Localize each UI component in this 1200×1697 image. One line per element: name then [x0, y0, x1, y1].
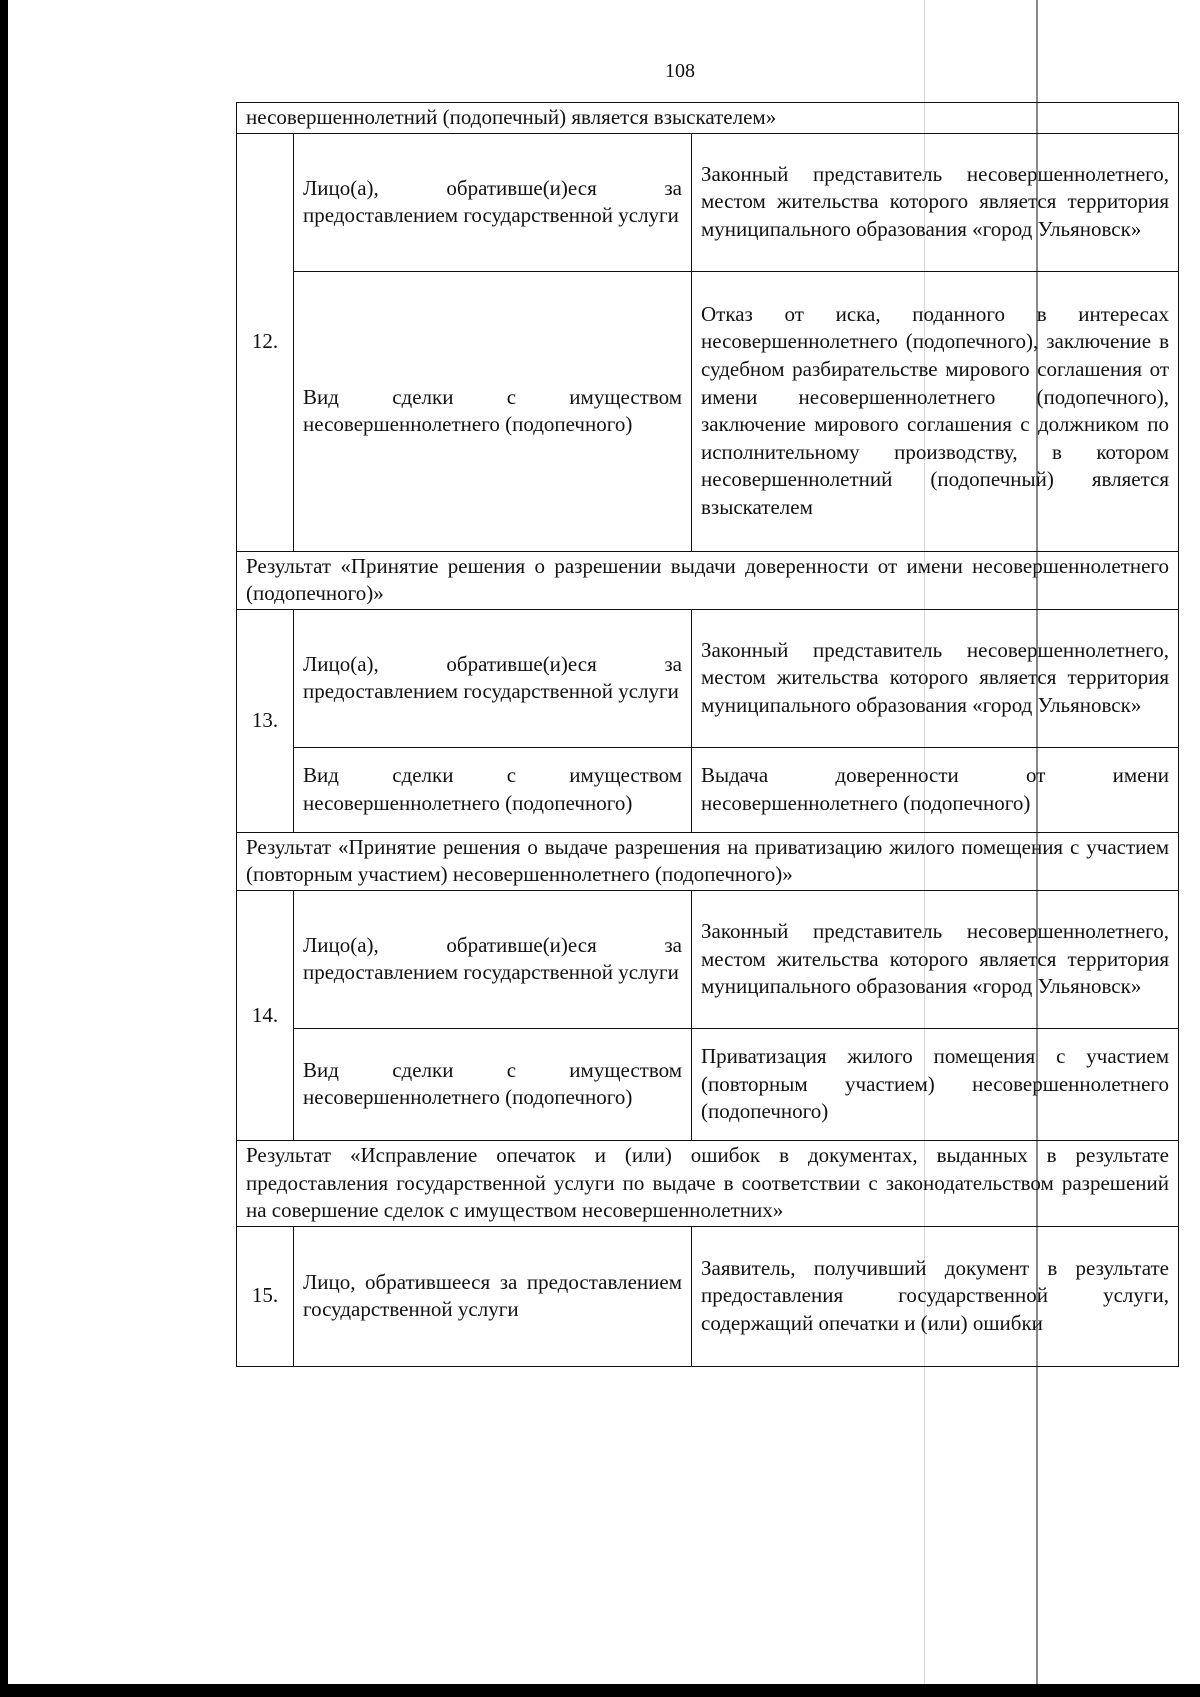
row-number: 14.	[237, 890, 294, 1140]
table-row	[237, 551, 1179, 609]
row-number: 15.	[237, 1226, 294, 1366]
row-number: 12.	[237, 133, 294, 551]
table-row	[237, 1226, 1179, 1366]
table-row	[237, 832, 1179, 890]
result-heading: Результат «Исправление опечаток и (или) ошибок в документах, выданных в результате предоставления государственной услуги по выдаче в соответствии с законодательством разрешений на совершение сделок с имуществом несовершеннолетних»	[237, 1140, 1179, 1226]
deal-type-label: Вид сделки с имуществом несовершеннолетнего (подопечного)	[294, 271, 692, 551]
applicant-value: Заявитель, получивший документ в результате предоставления государственной услуги, содержащий опечатки и (или) ошибки	[692, 1226, 1179, 1366]
table-row	[237, 1028, 1179, 1140]
applicant-label: Лицо, обратившееся за предоставлением государственной услуги	[294, 1226, 692, 1366]
applicant-label: Лицо(а), обратившe(и)еся за предоставлением государственной услуги	[294, 133, 692, 271]
applicant-value: Законный представитель несовершеннолетнего, местом жительства которого является территория муниципального образования «город Ульяновск»	[692, 609, 1179, 747]
deal-type-value: Приватизация жилого помещения с участием (повторным участием) несовершеннолетнего (подопечного)	[692, 1028, 1179, 1140]
table-row	[237, 1140, 1179, 1226]
table-row	[237, 133, 1179, 271]
deal-type-value: Отказ от иска, поданного в интересах несовершеннолетнего (подопечного), заключение в судебном разбирательстве мирового соглашения от имени несовершеннолетнего (подопечного), заключение мирового соглашения с должником по исполнительному производству, в котором несовершеннолетний (подопечный) является взыскателем	[692, 271, 1179, 551]
result-heading: Результат «Принятие решения о разрешении выдачи доверенности от имени несовершеннолетнего (подопечного)»	[237, 551, 1179, 609]
row-number: 13.	[237, 609, 294, 832]
deal-type-label: Вид сделки с имуществом несовершеннолетнего (подопечного)	[294, 1028, 692, 1140]
table-row	[237, 103, 1179, 134]
deal-type-label: Вид сделки с имуществом несовершеннолетнего (подопечного)	[294, 747, 692, 832]
table-row	[237, 609, 1179, 747]
continuation-text: несовершеннолетний (подопечный) является взыскателем»	[237, 103, 1179, 134]
table-row	[237, 890, 1179, 1028]
applicant-label: Лицо(а), обратившe(и)еся за предоставлением государственной услуги	[294, 609, 692, 747]
applicant-label: Лицо(а), обратившe(и)еся за предоставлением государственной услуги	[294, 890, 692, 1028]
table-row	[237, 747, 1179, 832]
deal-type-value: Выдача доверенности от имени несовершеннолетнего (подопечного)	[692, 747, 1179, 832]
result-heading: Результат «Принятие решения о выдаче разрешения на приватизацию жилого помещения с участием (повторным участием) несовершеннолетнего (подопечного)»	[237, 832, 1179, 890]
page-number: 108	[665, 60, 695, 82]
scan-edge-left	[0, 0, 8, 1697]
services-table	[236, 102, 1179, 1367]
applicant-value: Законный представитель несовершеннолетнего, местом жительства которого является территория муниципального образования «город Ульяновск»	[692, 890, 1179, 1028]
table-row	[237, 271, 1179, 551]
scan-edge-bottom	[0, 1684, 1200, 1697]
applicant-value: Законный представитель несовершеннолетнего, местом жительства которого является территория муниципального образования «город Ульяновск»	[692, 133, 1179, 271]
